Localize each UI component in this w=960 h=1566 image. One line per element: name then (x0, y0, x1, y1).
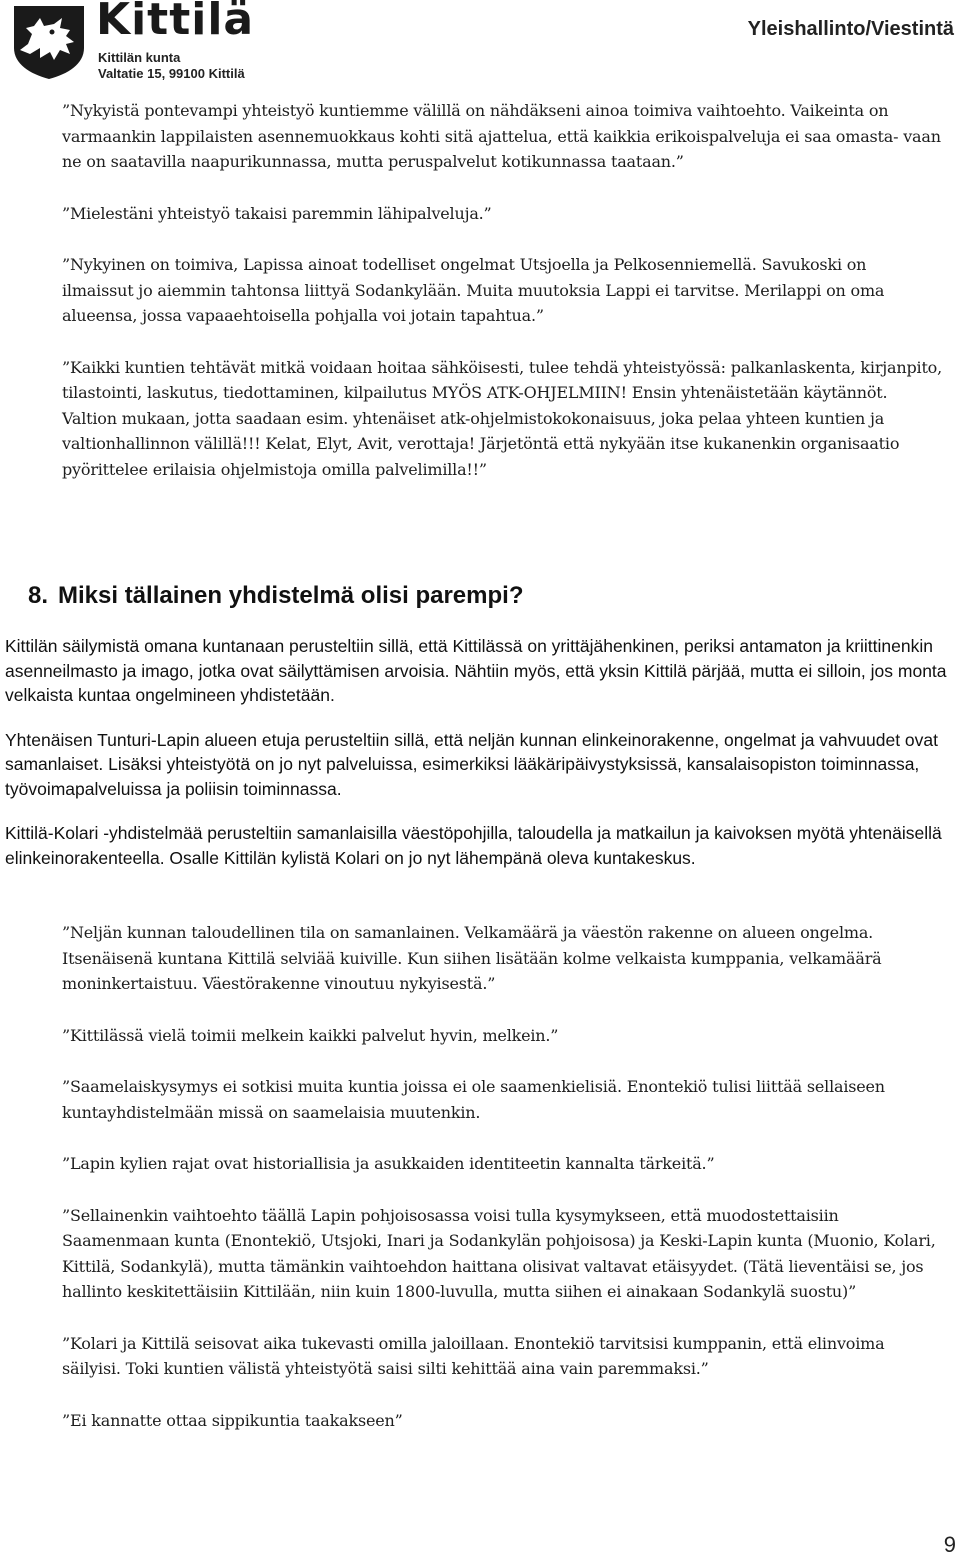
department-label: Yleishallinto/Viestintä (747, 18, 954, 40)
page-number: 9 (943, 1532, 956, 1557)
brand-name: Kittilä (96, 0, 255, 45)
quote-block: ”Kaikki kuntien tehtävät mitkä voidaan hoitaa sähköisesti, tulee tehdä yhteistyössä: palkanlaskenta, kirjanpito, tilastointi, laskutus, tiedottaminen, kilpailutus MYÖS ATK-OHJELMIIN! Ensin yhtenäistetään käytännöt. Valtion mukaan, jotta saadaan esim. yhtenäiset atk-ohjelmistokokonaisuus, joka pelaa yhteen kuntien ja valtionhallinnon välillä!!! Kelat, Elyt, Avit, verottaja! Järjetöntä että nykyään itse kukanenkin organisaatio pyörittelee erilaisia ohjelmistoja omilla palvelimilla!!” (62, 357, 942, 479)
page-header (0, 0, 960, 90)
body-text (5, 634, 950, 890)
body-paragraph: Kittilän säilymistä omana kuntanaan perusteltiin sillä, että Kittilässä on yrittäjähenkinen, periksi antamaton ja kriittinenkin asenneilmasto ja imago, jotka ovat säilyttämisen arvoisia. Nähtiin myös, että yksin Kittilä pärjää, mutta ei silloin, jos monta velkaista kuntaa ongelmineen yhdistetään. (5, 636, 947, 705)
quote-block: ”Mielestäni yhteistyö takaisi paremmin lähipalveluja.” (62, 203, 492, 223)
quote-block: ”Nykyinen on toimiva, Lapissa ainoat todelliset ongelmat Utsjoella ja Pelkosenniemellä. Savukoski on ilmaissut jo aiemmin tahtonsa liittyä Sodankylään. Muita muutoksia Lappi ei tarvitse. Merilappi on oma alueensa, jossa vapaaehtoisella pohjalla voi jotain tapahtua.” (62, 255, 885, 325)
quotes-top (62, 98, 942, 508)
quote-block: ”Neljän kunnan taloudellinen tila on samanlainen. Velkamäärä ja väestön rakenne on alueen ongelma. Itsenäisenä kuntana Kittilä selviää kuiville. Kun siihen lisätään kolme velkaista kumppania, velkamäärä moninkertaistuu. Väestörakenne vinoutuu nykyisestä.” (62, 923, 882, 993)
body-paragraph: Kittilä-Kolari -yhdistelmää perusteltiin samanlaisilla väestöpohjilla, taloudella ja matkailun ja kaivoksen myötä yhtenäisellä elinkeinorakenteella. Osalle Kittilän kylistä Kolari on jo nyt lähempänä oleva kuntakeskus. (5, 823, 942, 868)
body-paragraph: Yhtenäisen Tunturi-Lapin alueen etuja perusteltiin sillä, että neljän kunnan elinkeinorakenne, ongelmat ja vahvuudet ovat samanlaiset. Lisäksi yhteistyötä on jo nyt palveluissa, esimerkiksi lääkäripäivystyksissä, kansalaisopiston toiminnassa, työvoimapalveluissa ja poliisin toiminnassa. (5, 729, 938, 799)
quote-block: ”Lapin kylien rajat ovat historiallisia ja asukkaiden identiteetin kannalta tärkeitä.” (62, 1154, 715, 1173)
quote-block: ”Kittilässä vielä toimii melkein kaikki palvelut hyvin, melkein.” (62, 1025, 559, 1045)
section-heading (28, 582, 523, 610)
org-name: Kittilän kunta (98, 50, 181, 65)
quote-block: ”Ei kannatte ottaa sippikuntia taakakseen” (62, 1410, 403, 1430)
quote-block: ”Nykyistä pontevampi yhteistyö kuntiemme välillä on nähdäkseni ainoa toimiva vaihtoehto. Vaikeinta on varmaankin lappilaisten asennemuokkaus kohti sitä ajattelua, että kaikkia erikoispalveluja ei saa omasta- vaan ne on saatavilla naapurikunnassa, mutta peruspalvelut kotikunnassa taataan.” (62, 101, 941, 171)
quote-block: ”Kolari ja Kittilä seisovat aika tukevasti omilla jaloillaan. Enontekiö tarvitsisi kumppanin, että elinvoima säilyisi. Toki kuntien välistä yhteistyötä saisi silti kehittää aina vain paremmaksi.” (62, 1333, 885, 1378)
section-title: Miksi tällainen yhdistelmä olisi parempi? (58, 582, 524, 609)
section-number: 8. (28, 582, 49, 609)
org-address: Valtatie 15, 99100 Kittilä (98, 66, 245, 81)
quotes-bottom (62, 920, 942, 1459)
quote-block: ”Sellainenkin vaihtoehto täällä Lapin pohjoisosassa voisi tulla kysymykseen, että muodostettaisiin Saamenmaan kunta (Enontekiö, Utsjoki, Inari ja Sodankylän pohjoisosa) ja Keski-Lapin kunta (Muonio, Kolari, Kittilä, Sodankylä), mutta tämänkin vaihtoehdon haittana olisivat valtavat etäisyydet. (Tätä lieventäisi se, jos hallinto keskitettäisiin Kittilään, niin kuin 1800-luvulla, mutta siihen ei ainakaan Sodankylä suostu)” (62, 1205, 936, 1301)
kittila-crest-icon (10, 4, 88, 80)
quote-block: ”Saamelaiskysymys ei sotkisi muita kuntia joissa ei ole saamenkielisiä. Enontekiö tulisi liittää sellaiseen kuntayhdistelmään missä on saamelaisia muutenkin. (62, 1077, 885, 1122)
